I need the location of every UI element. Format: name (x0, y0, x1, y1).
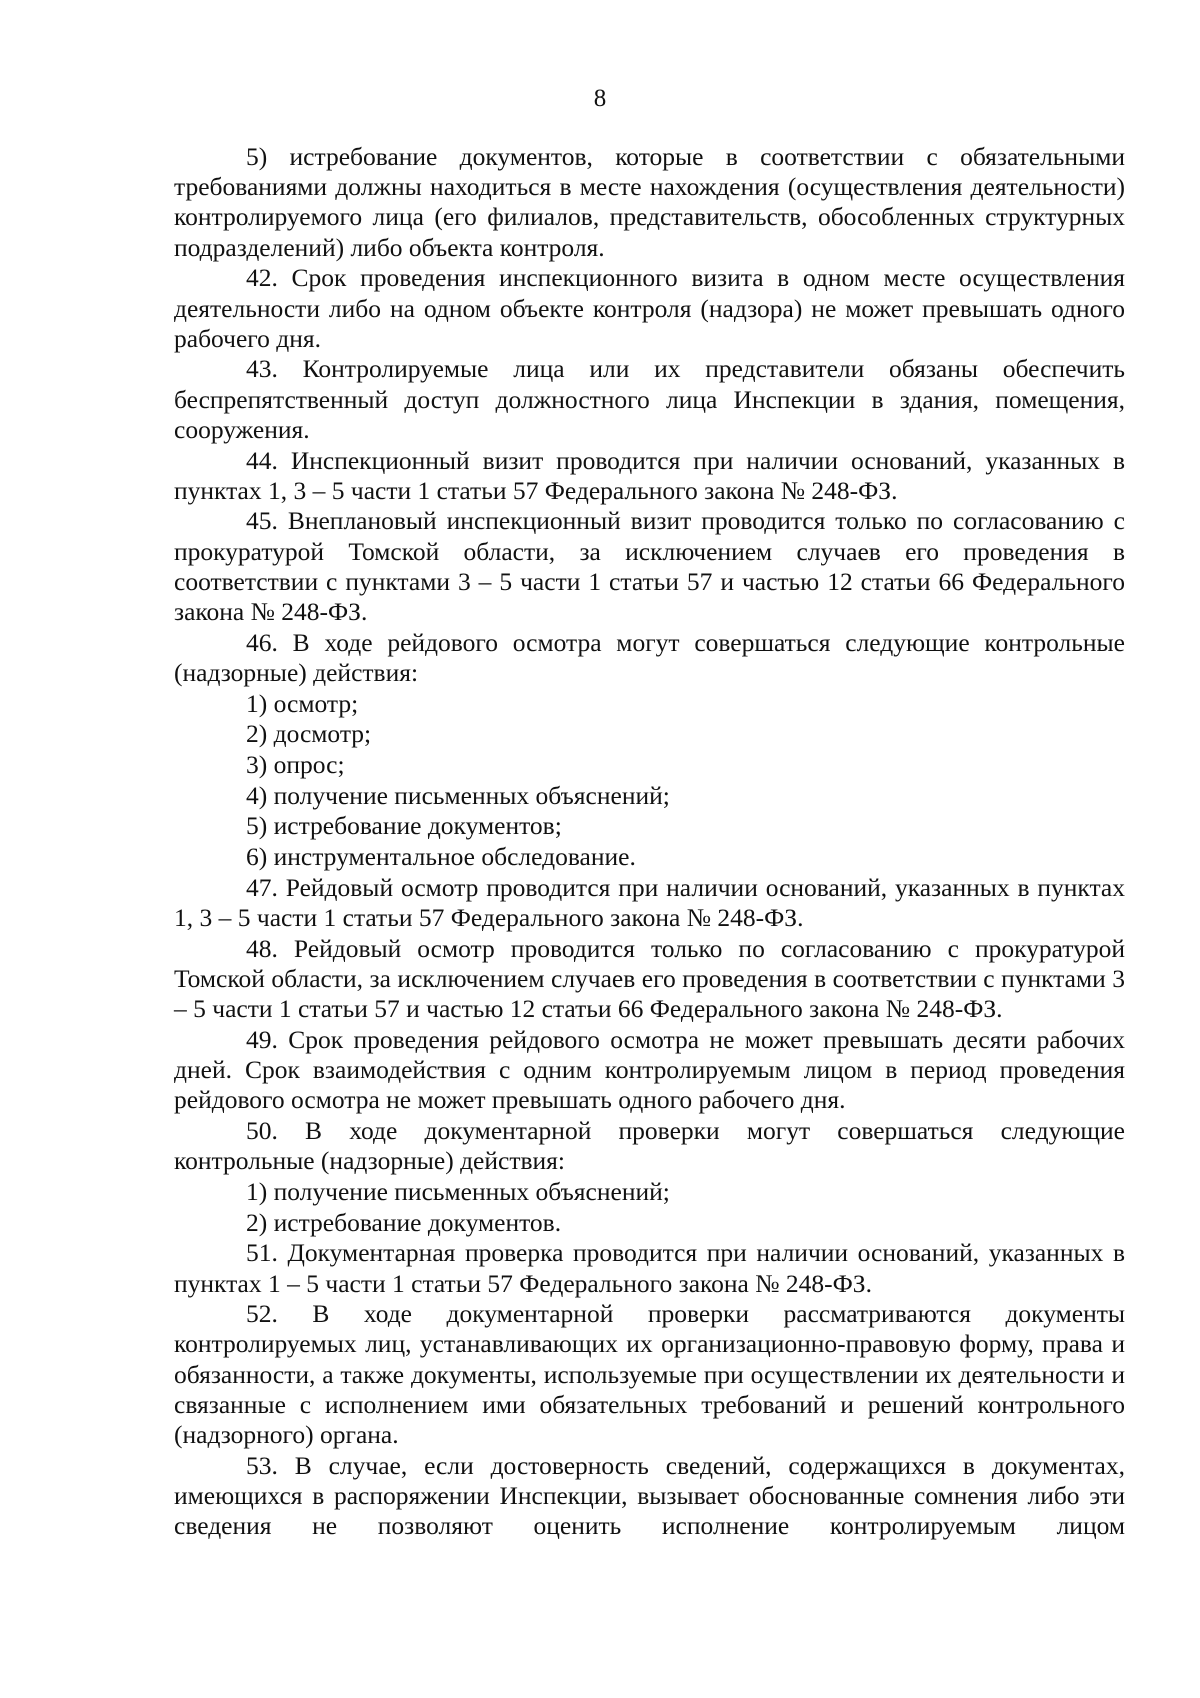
paragraph-44: 44. Инспекционный визит проводится при наличии оснований, указанных в пунктах 1, 3 – 5 части 1 статьи 57 Федерального закона № 248-ФЗ. (174, 445, 1125, 505)
paragraph-45: 45. Внеплановый инспекционный визит проводится только по согласованию с прокуратурой Томской области, за исключением случаев его проведения в соответствии с пунктами 3 – 5 части 1 статьи 57 и частью 12 статьи 66 Федерального закона № 248-ФЗ. (174, 506, 1125, 627)
paragraph-46: 46. В ходе рейдового осмотра могут совершаться следующие контрольные (надзорные) действия: (174, 627, 1125, 687)
paragraph-52: 52. В ходе документарной проверки рассматриваются документы контролируемых лиц, устанавливающих их организационно-правовую форму, права и обязанности, а также документы, используемые при осуществлении их деятельности и связанные с исполнением ими обязательных требований и решений контрольного (надзорного) органа. (174, 1299, 1125, 1450)
list-item: 1) осмотр; (246, 688, 359, 718)
paragraph-49: 49. Срок проведения рейдового осмотра не может превышать десяти рабочих дней. Срок взаимодействия с одним контролируемым лицом в период проведения рейдового осмотра не может превышать одного рабочего дня. (174, 1024, 1125, 1115)
document-body (174, 142, 1125, 1541)
paragraph-42: 42. Срок проведения инспекционного визита в одном месте осуществления деятельности либо на одном объекте контроля (надзора) не может превышать одного рабочего дня. (174, 263, 1125, 353)
paragraph-item-5: 5) истребование документов, которые в соответствии с обязательными требованиями должны находиться в месте нахождения (осуществления деятельности) контролируемого лица (его филиалов, представительств, обособленных структурных подразделений) либо объекта контроля. (174, 142, 1125, 262)
page-number: 8 (593, 85, 607, 112)
paragraph-48: 48. Рейдовый осмотр проводится только по согласованию с прокуратурой Томской области, за исключением случаев его проведения в соответствии с пунктами 3 – 5 части 1 статьи 57 и частью 12 статьи 66 Федерального закона № 248-ФЗ. (174, 933, 1125, 1024)
paragraph-51: 51. Документарная проверка проводится при наличии оснований, указанных в пунктах 1 – 5 части 1 статьи 57 Федерального закона № 248-ФЗ. (174, 1238, 1125, 1298)
paragraph-43: 43. Контролируемые лица или их представители обязаны обеспечить беспрепятственный доступ должностного лица Инспекции в здания, помещения, сооружения. (174, 354, 1125, 444)
paragraph-50: 50. В ходе документарной проверки могут совершаться следующие контрольные (надзорные) действия: (174, 1116, 1125, 1176)
list-item: 6) инструментальное обследование. (246, 842, 636, 872)
list-item: 2) истребование документов. (246, 1207, 562, 1237)
paragraph-53: 53. В случае, если достоверность сведений, содержащихся в документах, имеющихся в распоряжении Инспекции, вызывает обоснованные сомнения либо эти сведения не позволяют оценить исполнение контролируемым лицом (174, 1450, 1125, 1541)
list-item: 2) досмотр; (246, 719, 372, 749)
list-item: 4) получение письменных объяснений; (246, 780, 670, 810)
list-item: 5) истребование документов; (246, 811, 562, 841)
paragraph-47: 47. Рейдовый осмотр проводится при наличии оснований, указанных в пунктах 1, 3 – 5 части 1 статьи 57 Федерального закона № 248-ФЗ. (174, 872, 1125, 933)
list-item: 3) опрос; (246, 750, 345, 780)
list-item: 1) получение письменных объяснений; (246, 1176, 670, 1206)
